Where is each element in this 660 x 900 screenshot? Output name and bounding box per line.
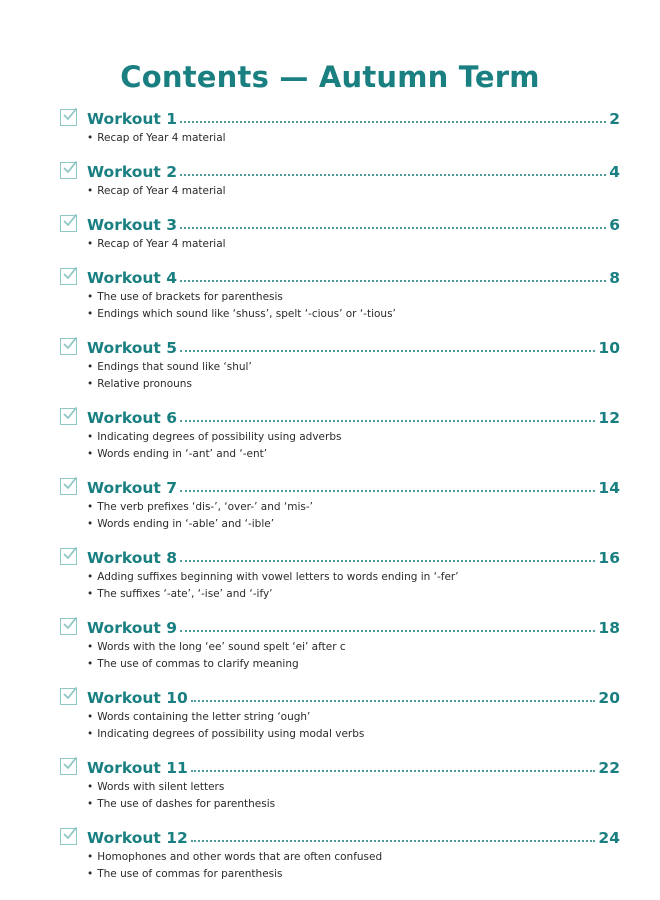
checkbox-tick-icon[interactable]: [60, 162, 77, 179]
topic-item: • The use of dashes for parenthesis: [87, 796, 620, 813]
page-number: 16: [598, 549, 620, 567]
topic-item: • Words with silent letters: [87, 779, 620, 796]
topic-item: • Indicating degrees of possibility using adverbs: [87, 429, 620, 446]
dot-leader: [180, 419, 595, 422]
page-number: 10: [598, 339, 620, 357]
topic-list: [87, 709, 620, 743]
toc-entry: [60, 543, 620, 603]
toc-entry-title: Workout 11: [87, 759, 188, 777]
checkbox-tick-icon[interactable]: [60, 338, 77, 355]
topic-item: • Relative pronouns: [87, 376, 620, 393]
toc-entry-title: Workout 9: [87, 619, 178, 637]
topic-list: [87, 289, 620, 323]
dot-leader: [191, 839, 596, 842]
topic-item: • The use of brackets for parenthesis: [87, 289, 620, 306]
topic-list: [87, 779, 620, 813]
checkbox-tick-icon[interactable]: [60, 618, 77, 635]
toc-entry-heading: [60, 543, 620, 567]
toc-entry: [60, 104, 620, 147]
topic-item: • Recap of Year 4 material: [87, 183, 620, 200]
topic-list: [87, 359, 620, 393]
toc-entry: [60, 403, 620, 463]
checkbox-tick-icon[interactable]: [60, 408, 77, 425]
toc-entry-heading: [60, 157, 620, 181]
checkbox-tick-icon[interactable]: [60, 548, 77, 565]
toc-entry: [60, 333, 620, 393]
toc-entry: [60, 210, 620, 253]
toc-entry: [60, 683, 620, 743]
topic-item: • Endings which sound like ‘shuss’, spelt ‘-cious’ or ‘-tious’: [87, 306, 620, 323]
page-number: 20: [598, 689, 620, 707]
toc-entry: [60, 613, 620, 673]
topic-list: [87, 849, 620, 883]
topic-item: • Homophones and other words that are often confused: [87, 849, 620, 866]
page-number: 18: [598, 619, 620, 637]
checkbox-tick-icon[interactable]: [60, 109, 77, 126]
dot-leader: [180, 120, 606, 123]
toc-entry: [60, 263, 620, 323]
dot-leader: [180, 279, 606, 282]
checkbox-tick-icon[interactable]: [60, 828, 77, 845]
topic-item: • Words with the long ‘ee’ sound spelt ‘ei’ after c: [87, 639, 620, 656]
dot-leader: [180, 173, 606, 176]
page-number: 22: [598, 759, 620, 777]
topic-item: • Recap of Year 4 material: [87, 130, 620, 147]
topic-list: [87, 130, 620, 147]
topic-list: [87, 499, 620, 533]
toc-entry-title: Workout 3: [87, 216, 178, 234]
page-number: 24: [598, 829, 620, 847]
toc-entry: [60, 823, 620, 883]
topic-list: [87, 236, 620, 253]
dot-leader: [180, 559, 595, 562]
toc-entry-title: Workout 6: [87, 409, 178, 427]
toc-entry-heading: [60, 333, 620, 357]
dot-leader: [180, 226, 606, 229]
topic-item: • The use of commas to clarify meaning: [87, 656, 620, 673]
toc-entry-heading: [60, 263, 620, 287]
page-number: 8: [609, 269, 620, 287]
toc-entry-heading: [60, 403, 620, 427]
topic-item: • Words ending in ‘-ant’ and ‘-ent’: [87, 446, 620, 463]
dot-leader: [191, 699, 596, 702]
toc-entry-title: Workout 4: [87, 269, 178, 287]
toc-entry-title: Workout 5: [87, 339, 178, 357]
checkbox-tick-icon[interactable]: [60, 688, 77, 705]
page-number: 14: [598, 479, 620, 497]
topic-item: • Words ending in ‘-able’ and ‘-ible’: [87, 516, 620, 533]
page-number: 2: [609, 110, 620, 128]
topic-item: • The verb prefixes ‘dis-’, ‘over-’ and ‘mis-’: [87, 499, 620, 516]
toc-entry-heading: [60, 753, 620, 777]
topic-list: [87, 569, 620, 603]
topic-item: • Endings that sound like ‘shul’: [87, 359, 620, 376]
topic-list: [87, 429, 620, 463]
topic-list: [87, 639, 620, 673]
toc-entry-heading: [60, 823, 620, 847]
toc-entry-heading: [60, 613, 620, 637]
page-title: Contents — Autumn Term: [120, 60, 540, 94]
dot-leader: [191, 769, 596, 772]
toc-entry: [60, 157, 620, 200]
checkbox-tick-icon[interactable]: [60, 478, 77, 495]
toc-entry-title: Workout 2: [87, 163, 178, 181]
topic-item: • Recap of Year 4 material: [87, 236, 620, 253]
toc-entry: [60, 473, 620, 533]
checkbox-tick-icon[interactable]: [60, 215, 77, 232]
toc-entry-title: Workout 10: [87, 689, 188, 707]
toc-entry-heading: [60, 683, 620, 707]
toc-entry-title: Workout 8: [87, 549, 178, 567]
toc-entry-title: Workout 1: [87, 110, 178, 128]
page-number: 4: [609, 163, 620, 181]
table-of-contents: [60, 104, 620, 893]
topic-item: • Adding suffixes beginning with vowel letters to words ending in ‘-fer’: [87, 569, 620, 586]
dot-leader: [180, 349, 595, 352]
topic-list: [87, 183, 620, 200]
topic-item: • Words containing the letter string ‘ough’: [87, 709, 620, 726]
toc-entry-heading: [60, 473, 620, 497]
toc-entry-title: Workout 12: [87, 829, 188, 847]
page-number: 12: [598, 409, 620, 427]
toc-entry-heading: [60, 210, 620, 234]
toc-entry: [60, 753, 620, 813]
topic-item: • The use of commas for parenthesis: [87, 866, 620, 883]
toc-entry-title: Workout 7: [87, 479, 178, 497]
checkbox-tick-icon[interactable]: [60, 758, 77, 775]
topic-item: • The suffixes ‘-ate’, ‘-ise’ and ‘-ify’: [87, 586, 620, 603]
dot-leader: [180, 489, 595, 492]
checkbox-tick-icon[interactable]: [60, 268, 77, 285]
dot-leader: [180, 629, 595, 632]
toc-entry-heading: [60, 104, 620, 128]
topic-item: • Indicating degrees of possibility using modal verbs: [87, 726, 620, 743]
page-number: 6: [609, 216, 620, 234]
